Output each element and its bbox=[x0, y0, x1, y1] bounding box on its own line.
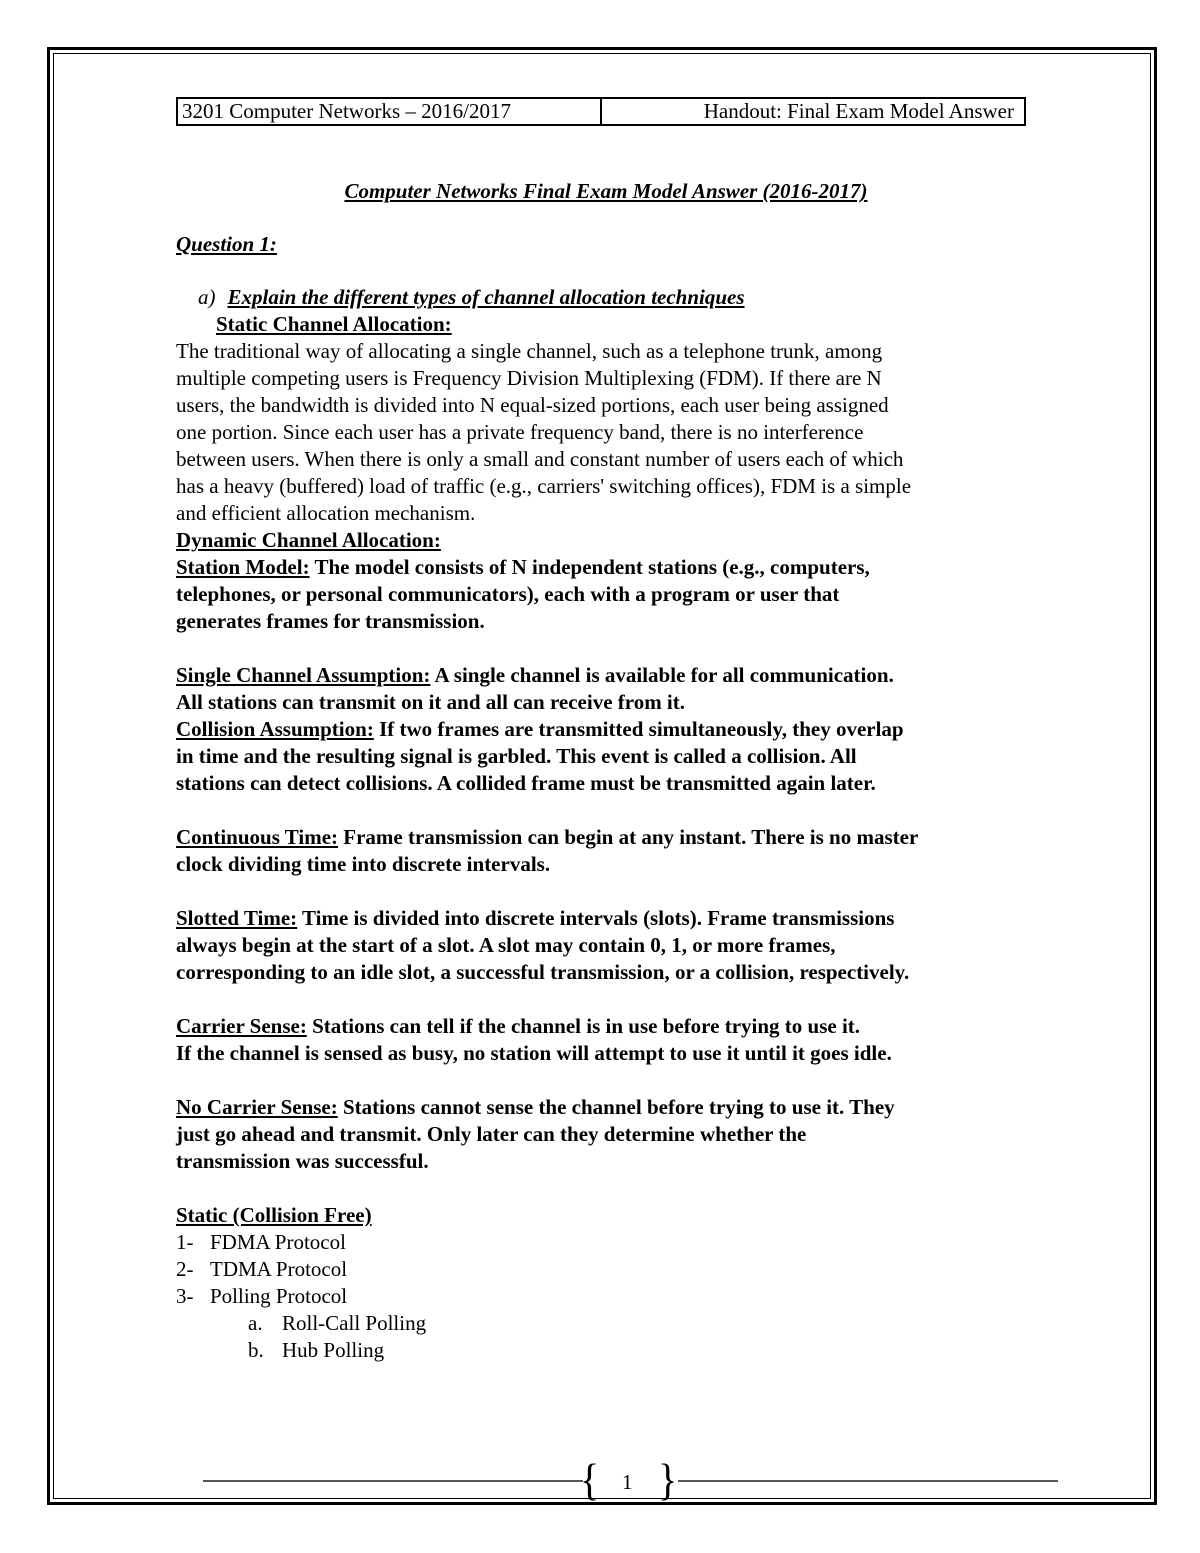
term-label: Station Model: bbox=[176, 555, 310, 579]
term-label: Single Channel Assumption: bbox=[176, 663, 431, 687]
paragraph-line: transmission was successful. bbox=[176, 1149, 429, 1173]
no-carrier-sense-paragraph bbox=[176, 1094, 1036, 1175]
carrier-sense-paragraph bbox=[176, 1013, 1036, 1067]
list-item bbox=[176, 1283, 1036, 1310]
list-letter: a. bbox=[248, 1311, 263, 1335]
list-text: TDMA Protocol bbox=[210, 1257, 348, 1281]
paragraph-line: Stations can tell if the channel is in use before trying to use it. bbox=[306, 1014, 861, 1038]
paragraph-line: If two frames are transmitted simultaneously, they overlap bbox=[373, 717, 904, 741]
list-number: 3- bbox=[176, 1284, 194, 1308]
paragraph-line: generates frames for transmission. bbox=[176, 609, 485, 633]
paragraph-line: in time and the resulting signal is garbled. This event is called a collision. All bbox=[176, 744, 857, 768]
list-text: Hub Polling bbox=[282, 1338, 385, 1362]
document-body bbox=[176, 178, 1036, 1364]
paragraph-line: clock dividing time into discrete intervals. bbox=[176, 852, 551, 876]
paragraph-line: stations can detect collisions. A collided frame must be transmitted again later. bbox=[176, 771, 876, 795]
list-item bbox=[248, 1310, 1036, 1337]
single-channel-paragraph bbox=[176, 662, 1036, 716]
dynamic-allocation-heading: Dynamic Channel Allocation: bbox=[176, 528, 441, 552]
header-handout: Handout: Final Exam Model Answer bbox=[703, 99, 1014, 123]
term-label: Collision Assumption: bbox=[176, 717, 374, 741]
paragraph-line: and efficient allocation mechanism. bbox=[176, 501, 476, 525]
list-item bbox=[176, 1256, 1036, 1283]
term-label: Carrier Sense: bbox=[176, 1014, 307, 1038]
list-text: Polling Protocol bbox=[210, 1284, 348, 1308]
paragraph-line: always begin at the start of a slot. A slot may contain 0, 1, or more frames, bbox=[176, 933, 836, 957]
paragraph-line: If the channel is sensed as busy, no station will attempt to use it until it goes idle. bbox=[176, 1041, 892, 1065]
paragraph-line: Frame transmission can begin at any instant. There is no master bbox=[338, 825, 919, 849]
static-allocation-heading: Static Channel Allocation: bbox=[216, 312, 452, 336]
footer-brace-right: } bbox=[658, 1454, 678, 1505]
static-allocation-paragraph bbox=[176, 338, 1036, 527]
paragraph-line: multiple competing users is Frequency Division Multiplexing (FDM). If there are N bbox=[176, 366, 882, 390]
document-title: Computer Networks Final Exam Model Answer (2016-2017) bbox=[344, 179, 868, 203]
continuous-time-paragraph bbox=[176, 824, 1036, 878]
slotted-time-paragraph bbox=[176, 905, 1036, 986]
polling-list bbox=[176, 1310, 1036, 1364]
sub-question-text: Explain the different types of channel allocation techniques bbox=[227, 285, 745, 309]
paragraph-line: has a heavy (buffered) load of traffic (e.g., carriers' switching offices), FDM is a simple bbox=[176, 474, 912, 498]
paragraph-line: just go ahead and transmit. Only later can they determine whether the bbox=[176, 1122, 807, 1146]
paragraph-line: corresponding to an idle slot, a successful transmission, or a collision, respectively. bbox=[176, 960, 910, 984]
footer-brace-left: { bbox=[580, 1454, 600, 1505]
term-label: Continuous Time: bbox=[176, 825, 339, 849]
question-heading: Question 1: bbox=[176, 232, 277, 256]
paragraph-line: users, the bandwidth is divided into N equal-sized portions, each user being assigned bbox=[176, 393, 889, 417]
footer-rule-right bbox=[678, 1480, 1058, 1482]
collision-free-heading: Static (Collision Free) bbox=[176, 1203, 372, 1227]
paragraph-line: A single channel is available for all communication. bbox=[430, 663, 894, 687]
collision-paragraph bbox=[176, 716, 1036, 797]
sub-question-label: a) bbox=[198, 285, 216, 309]
station-model-paragraph bbox=[176, 554, 1036, 635]
list-text: Roll-Call Polling bbox=[282, 1311, 427, 1335]
paragraph-line: All stations can transmit on it and all can receive from it. bbox=[176, 690, 686, 714]
paragraph-line: one portion. Since each user has a private frequency band, there is no interference bbox=[176, 420, 864, 444]
header-course: 3201 Computer Networks – 2016/2017 bbox=[178, 99, 602, 124]
paragraph-line: telephones, or personal communicators), each with a program or user that bbox=[176, 582, 840, 606]
paragraph-line: Time is divided into discrete intervals (slots). Frame transmissions bbox=[297, 906, 895, 930]
list-letter: b. bbox=[248, 1338, 264, 1362]
list-text: FDMA Protocol bbox=[210, 1230, 346, 1254]
list-item bbox=[248, 1337, 1036, 1364]
term-label: Slotted Time: bbox=[176, 906, 298, 930]
list-item bbox=[176, 1229, 1036, 1256]
term-label: No Carrier Sense: bbox=[176, 1095, 338, 1119]
paragraph-line: The model consists of N independent stations (e.g., computers, bbox=[309, 555, 870, 579]
page-number: 1 bbox=[622, 1470, 633, 1494]
list-number: 2- bbox=[176, 1257, 194, 1281]
sub-question bbox=[198, 284, 1036, 311]
list-number: 1- bbox=[176, 1230, 194, 1254]
footer-rule-left bbox=[203, 1480, 583, 1482]
protocol-list bbox=[176, 1229, 1036, 1310]
header-box bbox=[176, 97, 1026, 126]
paragraph-line: Stations cannot sense the channel before trying to use it. They bbox=[337, 1095, 895, 1119]
paragraph-line: between users. When there is only a small and constant number of users each of which bbox=[176, 447, 904, 471]
paragraph-line: The traditional way of allocating a single channel, such as a telephone trunk, among bbox=[176, 339, 883, 363]
